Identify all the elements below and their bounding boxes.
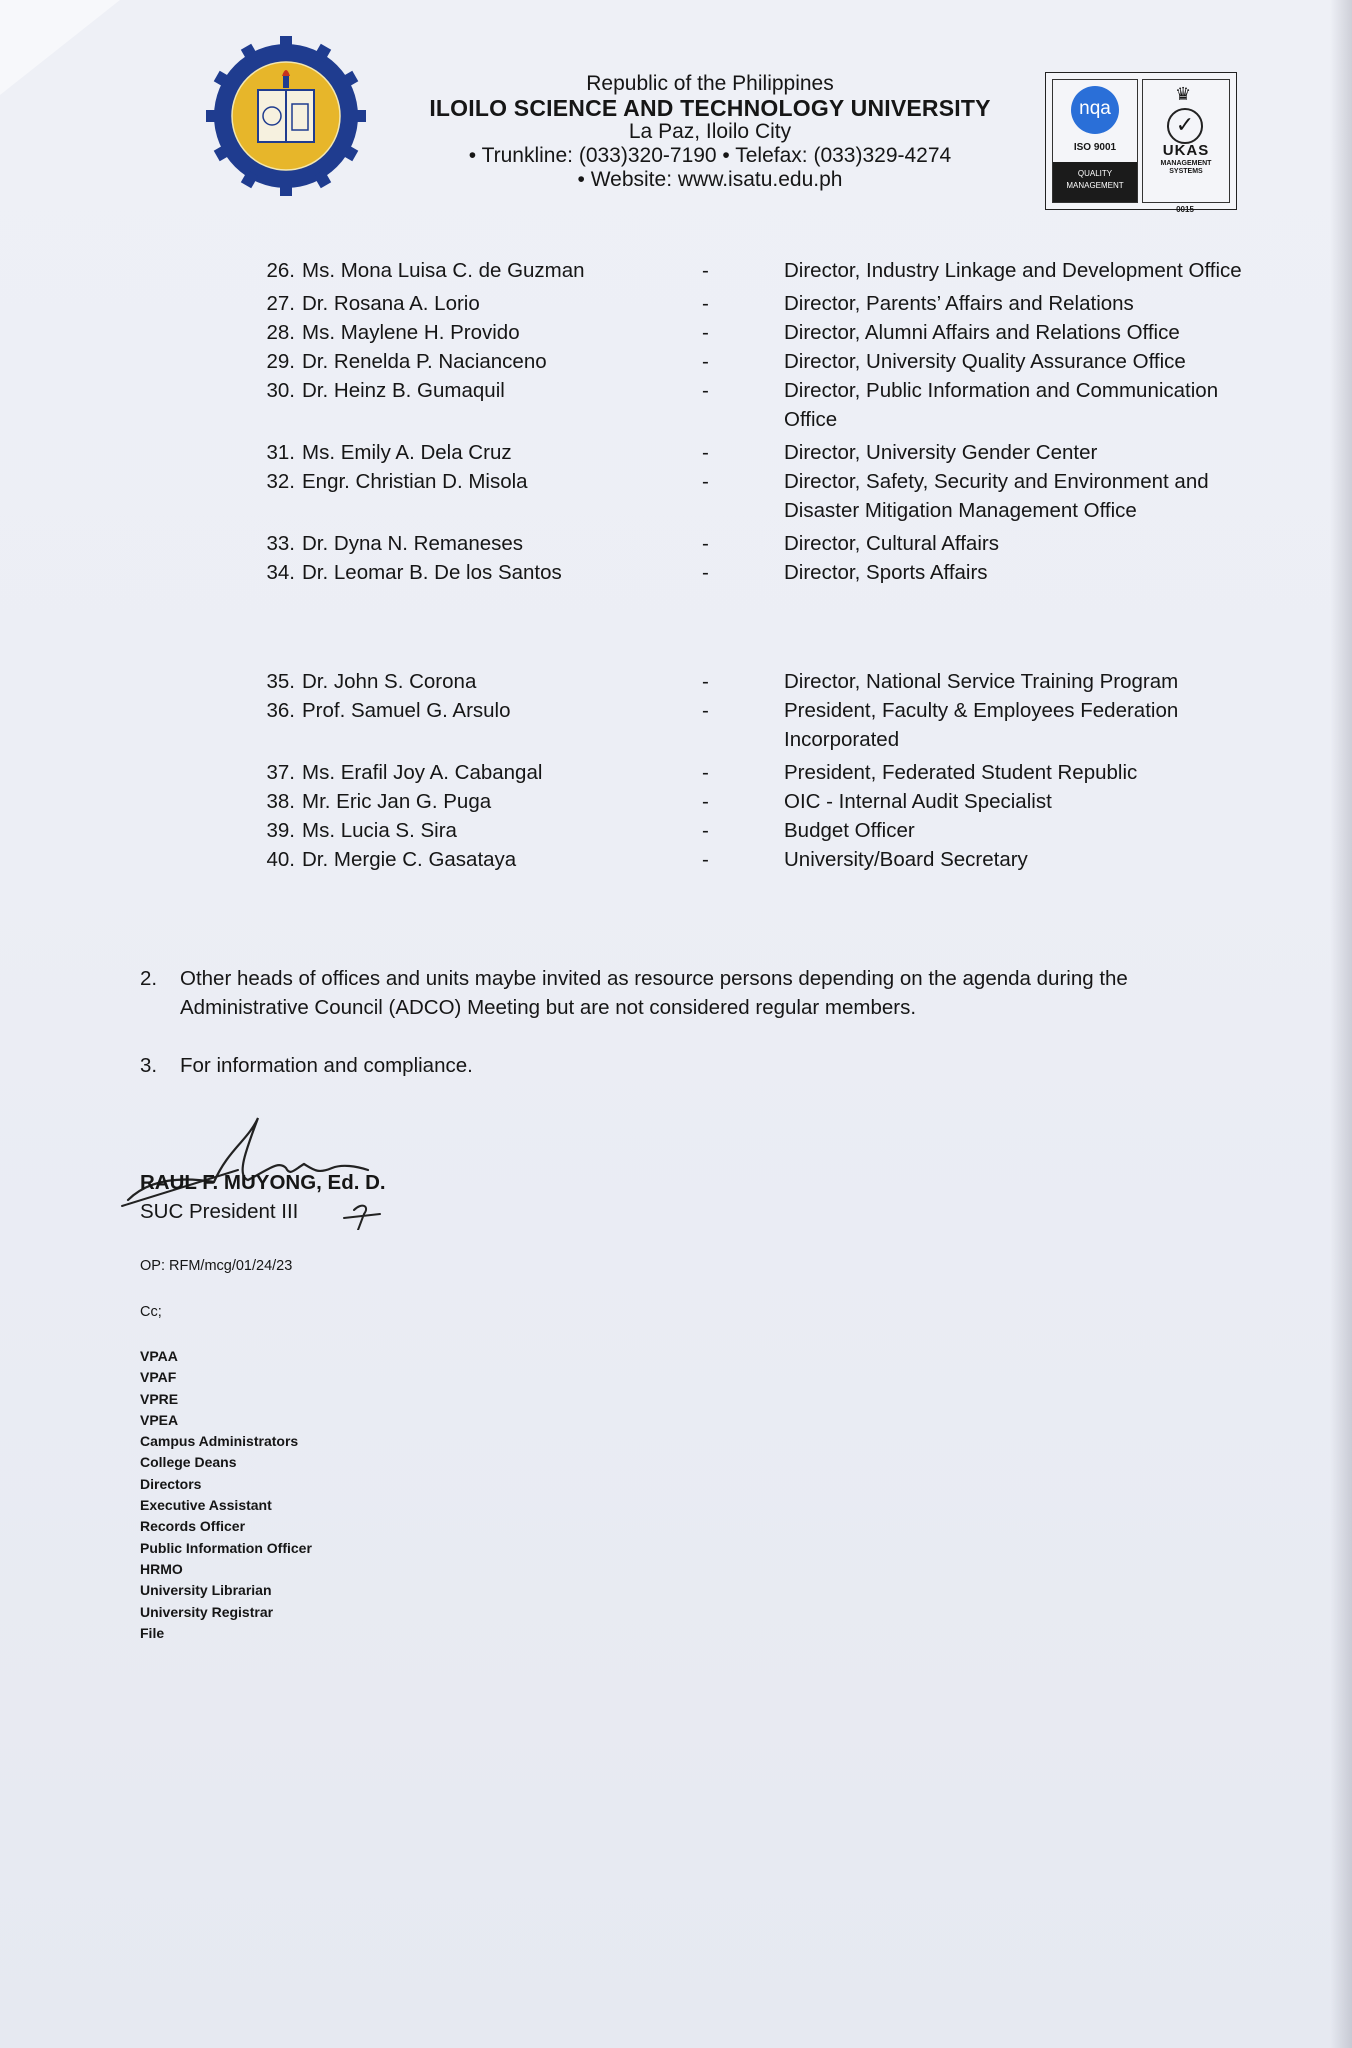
list-item: University Librarian [140,1582,272,1599]
contact-numbers: • Trunkline: (033)320-7190 • Telefax: (033)329-4274 [468,144,952,167]
list-item: File [140,1624,165,1641]
certification-badge [1045,72,1237,214]
quality-label: QUALITY [1077,169,1113,178]
list-item: VPAF [140,1369,177,1386]
website-line: • Website: www.isatu.edu.ph [577,168,843,191]
list-item: Records Officer [140,1518,246,1535]
list-item: Directors [140,1475,202,1492]
paragraph-item: 3. For information and compliance. [140,1054,473,1077]
university-name: ILOILO SCIENCE AND TECHNOLOGY UNIVERSITY [429,95,991,121]
member-list [255,256,1255,874]
cc-list [140,1346,312,1644]
checkmark-icon: ✓ [1167,108,1203,144]
list-item: HRMO [140,1560,183,1577]
list-item: VPEA [140,1411,179,1428]
crown-icon: ♛ [1175,84,1192,104]
list-item: Executive Assistant [140,1497,272,1514]
signatory-title: SUC President III [140,1200,299,1223]
nqa-iso-badge [1052,79,1138,203]
ukas-subtitle: MANAGEMENT SYSTEMS [1160,160,1212,175]
list-item: 27. Dr. Rosana A. Lorio - Director, Parents’ Affairs and Relations [266,292,1134,315]
list-item: 35. Dr. John S. Corona - Director, National Service Training Program [266,670,1179,693]
reference-code: OP: RFM/mcg/01/24/23 [140,1258,293,1274]
list-item: College Deans [140,1454,237,1471]
list-item: 34. Dr. Leomar B. De los Santos - Director, Sports Affairs [266,561,988,584]
signatory-name: RAUL F. MUYONG, Ed. D. [140,1171,386,1194]
university-location: La Paz, Iloilo City [628,120,792,143]
signatory-block [140,1168,386,1226]
list-item: 29. Dr. Renelda P. Nacianceno - Director, University Quality Assurance Office [266,350,1186,373]
list-item: 31. Ms. Emily A. Dela Cruz - Director, University Gender Center [266,441,1098,464]
folded-corner [0,0,120,95]
list-item: 37. Ms. Erafil Joy A. Cabangal - President, Federated Student Republic [266,761,1138,784]
university-seal-icon [206,36,366,196]
list-item: 38. Mr. Eric Jan G. Puga - OIC - Internal Audit Specialist [266,790,1052,813]
quality-management-box [1053,162,1137,202]
cc-label: Cc; [140,1304,162,1320]
list-item: 40. Dr. Mergie C. Gasataya - University/Board Secretary [266,848,1028,871]
list-item: 33. Dr. Dyna N. Remaneses - Director, Cultural Affairs [266,532,999,555]
page-edge-shadow [1330,0,1352,2048]
list-item: VPAA [140,1348,178,1364]
republic-line: Republic of the Philippines [586,72,834,95]
list-item: University Registrar [140,1603,274,1620]
paragraph-item: 2. Other heads of offices and units maybe invited as resource persons depending on the agenda during the Administrative Council (ADCO) Meeting but are not considered regular members. [140,967,1128,1019]
list-item: 32. Engr. Christian D. Misola - Director, Safety, Security and Environment and Disaster Mitigation Management Office [266,470,1209,522]
iso-label: ISO 9001 [1073,142,1117,153]
list-item: 36. Prof. Samuel G. Arsulo - President, Faculty & Employees Federation Incorporated [266,699,1179,751]
list-item: 39. Ms. Lucia S. Sira - Budget Officer [266,819,915,842]
ukas-badge [1142,79,1230,203]
list-item: 26. Ms. Mona Luisa C. de Guzman - Director, Industry Linkage and Development Office [266,259,1242,282]
list-item: Campus Administrators [140,1433,299,1450]
list-item: 30. Dr. Heinz B. Gumaquil - Director, Public Information and Communication Office [266,379,1219,431]
ukas-number: 0015 [1176,205,1194,214]
letterhead [410,72,1010,192]
list-item: VPRE [140,1390,179,1407]
list-item: 28. Ms. Maylene H. Provido - Director, Alumni Affairs and Relations Office [266,321,1180,344]
management-label: MANAGEMENT [1066,181,1124,190]
list-item: Public Information Officer [140,1539,312,1556]
nqa-logo-icon: nqa [1071,86,1119,134]
ukas-label: UKAS [1162,142,1210,159]
